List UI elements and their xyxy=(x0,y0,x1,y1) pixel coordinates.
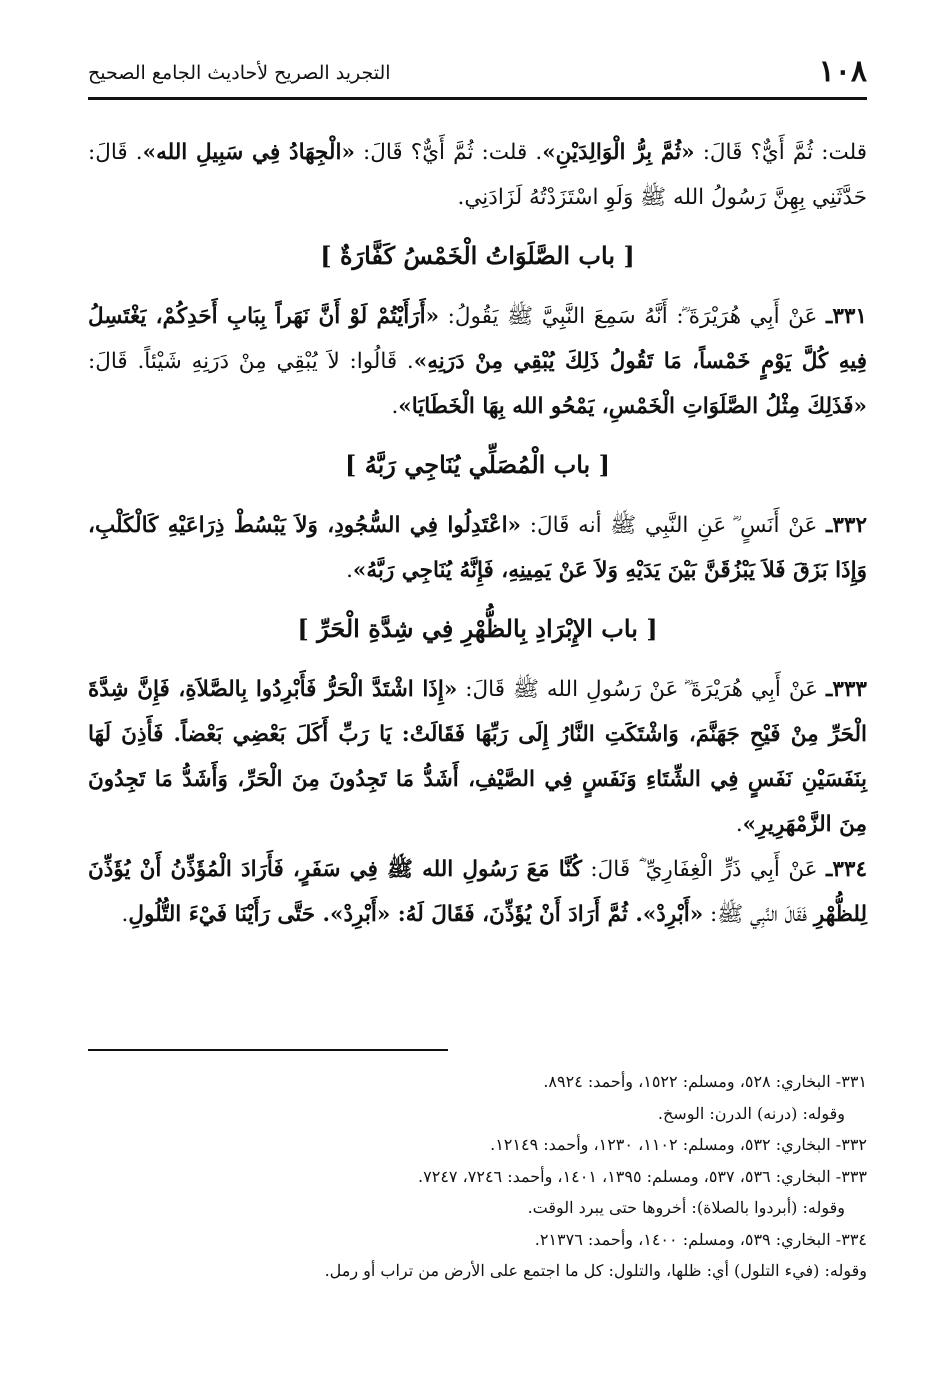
footnote-gloss: وقوله: (درنه) الدرن: الوسخ. xyxy=(657,1103,845,1123)
prophetic-quote: «أَرَأَيْتُمْ لَوْ أَنَّ نَهَراً بِبَابِ أَحَدِكُمْ، يَغْتَسِلُ فِيهِ كُلَّ يَوْمٍ خَمْساً، مَا تَقُولُ ذَلِكَ يُبْقِي مِنْ دَرَنِهِ» xyxy=(88,304,867,374)
narration-text: . قَالُوا: لاَ يُبْقِي مِنْ دَرَنِهِ شَيْئاً. قَالَ: xyxy=(88,349,414,374)
header-rule xyxy=(88,97,867,100)
hadith-number: ٣٣٤ـ xyxy=(826,857,868,882)
hadith-331 xyxy=(88,294,867,429)
hadith-333 xyxy=(88,667,867,847)
chapter-heading: [ باب الْمُصَلِّي يُنَاجِي رَبَّهُ ] xyxy=(345,450,610,479)
narration-text: عَنْ أَبِي هُرَيْرَةَ ؓ عَنْ رَسُولِ الله ﷺ قَالَ: xyxy=(457,677,827,702)
prophetic-quote: «الْجِهَادُ فِي سَبِيلِ الله» xyxy=(142,140,355,165)
page-header xyxy=(88,54,867,92)
narration-text: فَقَالَ النَّبِي ﷺ: xyxy=(703,902,814,927)
narration-text: . xyxy=(735,812,743,837)
narration-text: . xyxy=(391,394,399,419)
narration-text: . xyxy=(121,902,129,927)
hadith-number: ٣٣٣ـ xyxy=(826,677,867,702)
hadith-334 xyxy=(88,847,867,937)
page-number: ١٠٨ xyxy=(818,54,867,89)
footnotes xyxy=(88,1066,867,1287)
hadith-332 xyxy=(88,503,867,593)
hadith-number: ٣٣١ـ xyxy=(826,304,867,329)
top-paragraph xyxy=(88,130,867,220)
prophetic-quote: «أَبْرِدْ». ثُمَّ أَرَادَ أَنْ يُؤَذِّنَ، فَقَالَ لَهُ: «أَبْرِدْ». حَتَّى رَأَيْنَا فَيْءَ التُّلُولِ xyxy=(128,902,704,927)
narration-text: . قلت: ثُمَّ أَيٌّ؟ قَالَ: xyxy=(354,140,543,165)
prophetic-quote: «اعْتَدِلُوا فِي السُّجُودِ، وَلاَ يَبْسُطْ ذِرَاعَيْهِ كَالْكَلْبِ، وَإِذَا بَزَقَ فَلاَ يَبْزُقَنَّ بَيْنَ يَدَيْهِ وَلاَ عَنْ يَمِينِهِ، فَإِنَّهُ يُنَاجِي رَبَّهُ» xyxy=(88,513,867,583)
footnote-reference: ٣٣٣- البخاري: ٥٣٦، ٥٣٧، ومسلم: ١٣٩٥، ١٤٠١، وأحمد: ٧٢٤٦، ٧٢٤٧. xyxy=(418,1166,867,1186)
footnote-rule xyxy=(88,1049,448,1051)
narration-text: عَنْ أَنَسٍ ؓ عَنِ النَّبِي ﷺ أنه قَالَ: xyxy=(521,513,827,538)
narration-text: . xyxy=(346,558,353,583)
main-text xyxy=(88,130,867,937)
narration-text: قلت: ثُمَّ أَيٌّ؟ قَالَ: xyxy=(694,140,867,165)
footnote-gloss: وقوله: (أبردوا بالصلاة): أخروها حتى يبرد الوقت. xyxy=(527,1198,845,1217)
prophetic-quote: كُنَّا مَعَ رَسُولِ الله ﷺ فِي سَفَرٍ، فَأَرَادَ الْمُؤَذِّنُ أَنْ يُؤَذِّنَ لِلظُّهْرِ xyxy=(88,857,867,927)
chapter-heading: [ باب الصَّلَوَاتُ الْخَمْسُ كَفَّارَةٌ ] xyxy=(320,241,635,270)
footnote-reference: ٣٣١- البخاري: ٥٢٨، ومسلم: ١٥٢٢، وأحمد: ٨٩٢٤. xyxy=(543,1072,867,1091)
footnote-reference: ٣٣٢- البخاري: ٥٣٢، ومسلم: ١١٠٢، ١٢٣٠، وأحمد: ١٢١٤٩. xyxy=(490,1135,867,1154)
narration-text: عَنْ أَبِي هُرَيْرَةَ ؓ: أَنَّهُ سَمِعَ النَّبِيَّ ﷺ يَقُولُ: xyxy=(439,304,827,329)
chapter-heading: [ باب الإِبْرَادِ بِالظُّهْرِ فِي شِدَّةِ الْحَرِّ ] xyxy=(297,614,658,643)
footnote-gloss: وقوله: (فيء التلول) أي: ظلها، والتلول: كل ما اجتمع على الأرض من تراب أو رمل. xyxy=(324,1261,867,1280)
narration-text: عَنْ أَبِي ذَرٍّ الْغِفَارِيِّ ؓ قَالَ: xyxy=(581,857,827,882)
hadith-number: ٣٣٢ـ xyxy=(826,513,867,538)
prophetic-quote: «ثُمَّ بِرُّ الْوَالِدَيْنِ» xyxy=(542,140,695,165)
prophetic-quote: «فَذَلِكَ مِثْلُ الصَّلَوَاتِ الْخَمْسِ، يَمْحُو الله بِهَا الْخَطَايَا» xyxy=(398,394,867,419)
running-title: التجريد الصريح لأحاديث الجامع الصحيح xyxy=(88,62,391,84)
footnote-reference: ٣٣٤- البخاري: ٥٣٩، ومسلم: ١٤٠٠، وأحمد: ٢١٣٧٦. xyxy=(534,1229,867,1249)
narration-text: . قَالَ: حَدَّثَنِي بِهِنَّ رَسُولُ الله ﷺ وَلَوِ اسْتَزَدْتُهُ لَزَادَنِي. xyxy=(88,140,867,210)
prophetic-quote: «إِذَا اشْتَدَّ الْحَرُّ فَأَبْرِدُوا بِالصَّلاَةِ، فَإِنَّ شِدَّةَ الْحَرِّ مِنْ فَيْحِ جَهَنَّمَ، وَاشْتَكَتِ النَّارُ إِلَى رَبِّهَا فَقَالَتْ: يَا رَبِّ أَكَلَ بَعْضِي بَعْضاً. فَأَذِنَ لَهَا بِنَفَسَيْنِ نَفَسٍ فِي الشِّتَاءِ وَنَفَسٍ فِي الصَّيْفِ، أَشَدُّ مَا تَجِدُونَ مِنَ الْحَرِّ، وَأَشَدُّ مَا تَجِدُونَ مِنَ الزَّمْهَرِيرِ» xyxy=(88,677,867,837)
